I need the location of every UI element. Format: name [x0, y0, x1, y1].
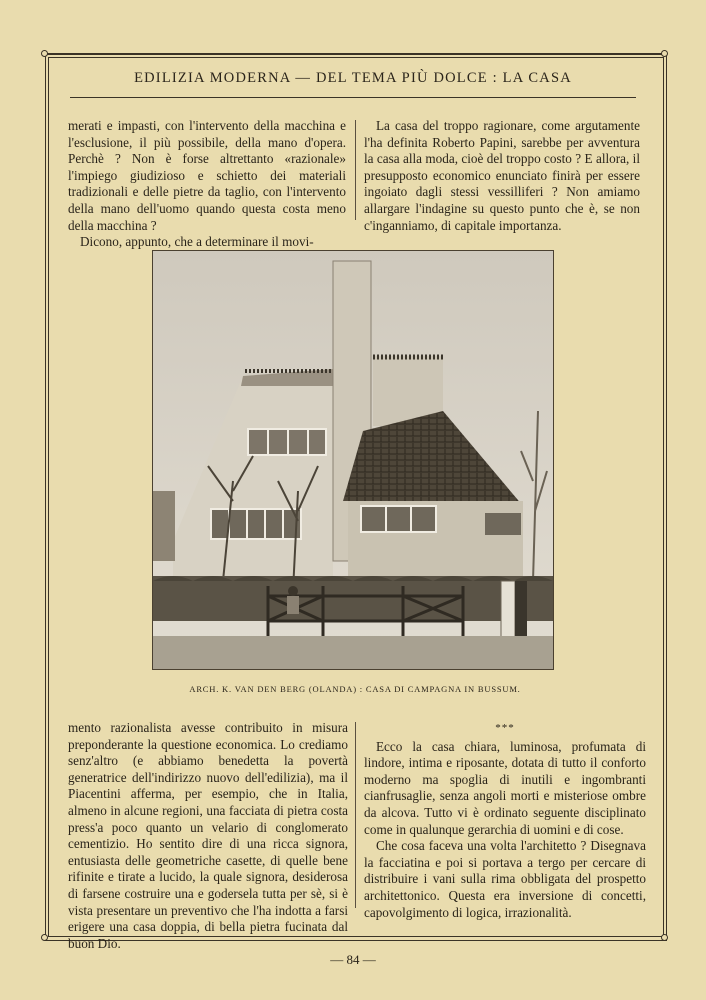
corner-ornament: [661, 50, 668, 57]
paragraph: La casa del troppo ragionare, come argutamente l'ha definita Roberto Papini, sarebbe per avventura la casa alla moda, cioè del troppo costo ? E allora, il presupposto economico enunciato finirà per essere ingoiato dagli stessi vessilliferi ? Non amiamo allargare l'indagine su questo punto che è, se non c'inganniamo, di capitale importanza.: [364, 118, 640, 233]
text-column-bottom-left: [68, 720, 348, 952]
text-column-bottom-right: [364, 720, 646, 921]
paragraph: Che cosa faceva una volta l'architetto ? Disegnava la facciatina e poi si portava a tergo per cercare di distribuire i vani sulla rima obbligata del prospetto architettonico. Questa era inversione di concetti, capovolgimento di logica, irrazionalità.: [364, 838, 646, 920]
column-rule: [355, 120, 356, 220]
house-photo-illustration: [153, 251, 553, 669]
paragraph: Dicono, appunto, che a determinare il movi-: [80, 234, 314, 250]
figure-caption: ARCH. K. VAN DEN BERG (OLANDA) : CASA DI CAMPAGNA IN BUSSUM.: [189, 684, 521, 694]
paragraph: Ecco la casa chiara, luminosa, profumata di lindore, intima e riposante, dotata di tutto il conforto moderno ma spoglia di inutili e ingombranti cianfrusaglie, senza angoli morti e misteriose ombre da alcova. Tutto vi è ordinato seguente disciplinato come in qualunque gerarchia di uomini e di cose.: [364, 738, 646, 837]
paragraph: mento razionalista avesse contribuito in misura preponderante la questione economica. Lo crediamo senz'altro (e abbiamo benedetta la povertà generatrice dell'indirizzo nuovo dell'edilizia), ma il Piacentini afferma, per esempio, che in Italia, almeno in alcune regioni, una facciata di pietra costa press'a poco quanto un velario di conglomerato cementizio. Ho sentito dire di una ricca signora, entusiasta delle geometriche casette, di quelle bene rifinite e tirate a lucido, la quale signora, desiderosa di farsene costruire una e godersela tutta per sè, si è vista presentare un preventivo che l'ha indotta a farsi erigere una casa doppia, di bella pietra fucinata dal buon Dio.: [68, 720, 348, 951]
paragraph: merati e impasti, con l'intervento della macchina e l'esclusione, il più possibile, della mano d'opera. Perchè ? Non è forse altrettanto «razionale» l'impiego giudizioso e schietto dei materiali tradizionali e delle pietre da taglio, con l'intervento della mano dell'uomo quando questa costa meno della macchina ?: [68, 118, 346, 233]
page-number: — 84 —: [330, 952, 376, 967]
house-photograph: [152, 250, 554, 670]
corner-ornament: [661, 934, 668, 941]
column-rule: [355, 722, 356, 908]
corner-ornament: [41, 934, 48, 941]
running-header: EDILIZIA MODERNA — DEL TEMA PIÙ DOLCE : LA CASA: [134, 70, 572, 86]
section-separator: ***: [495, 722, 515, 734]
text-column-top-right: [364, 118, 640, 234]
text-column-top-left: [68, 118, 346, 251]
corner-ornament: [41, 50, 48, 57]
header-rule: [70, 97, 636, 98]
